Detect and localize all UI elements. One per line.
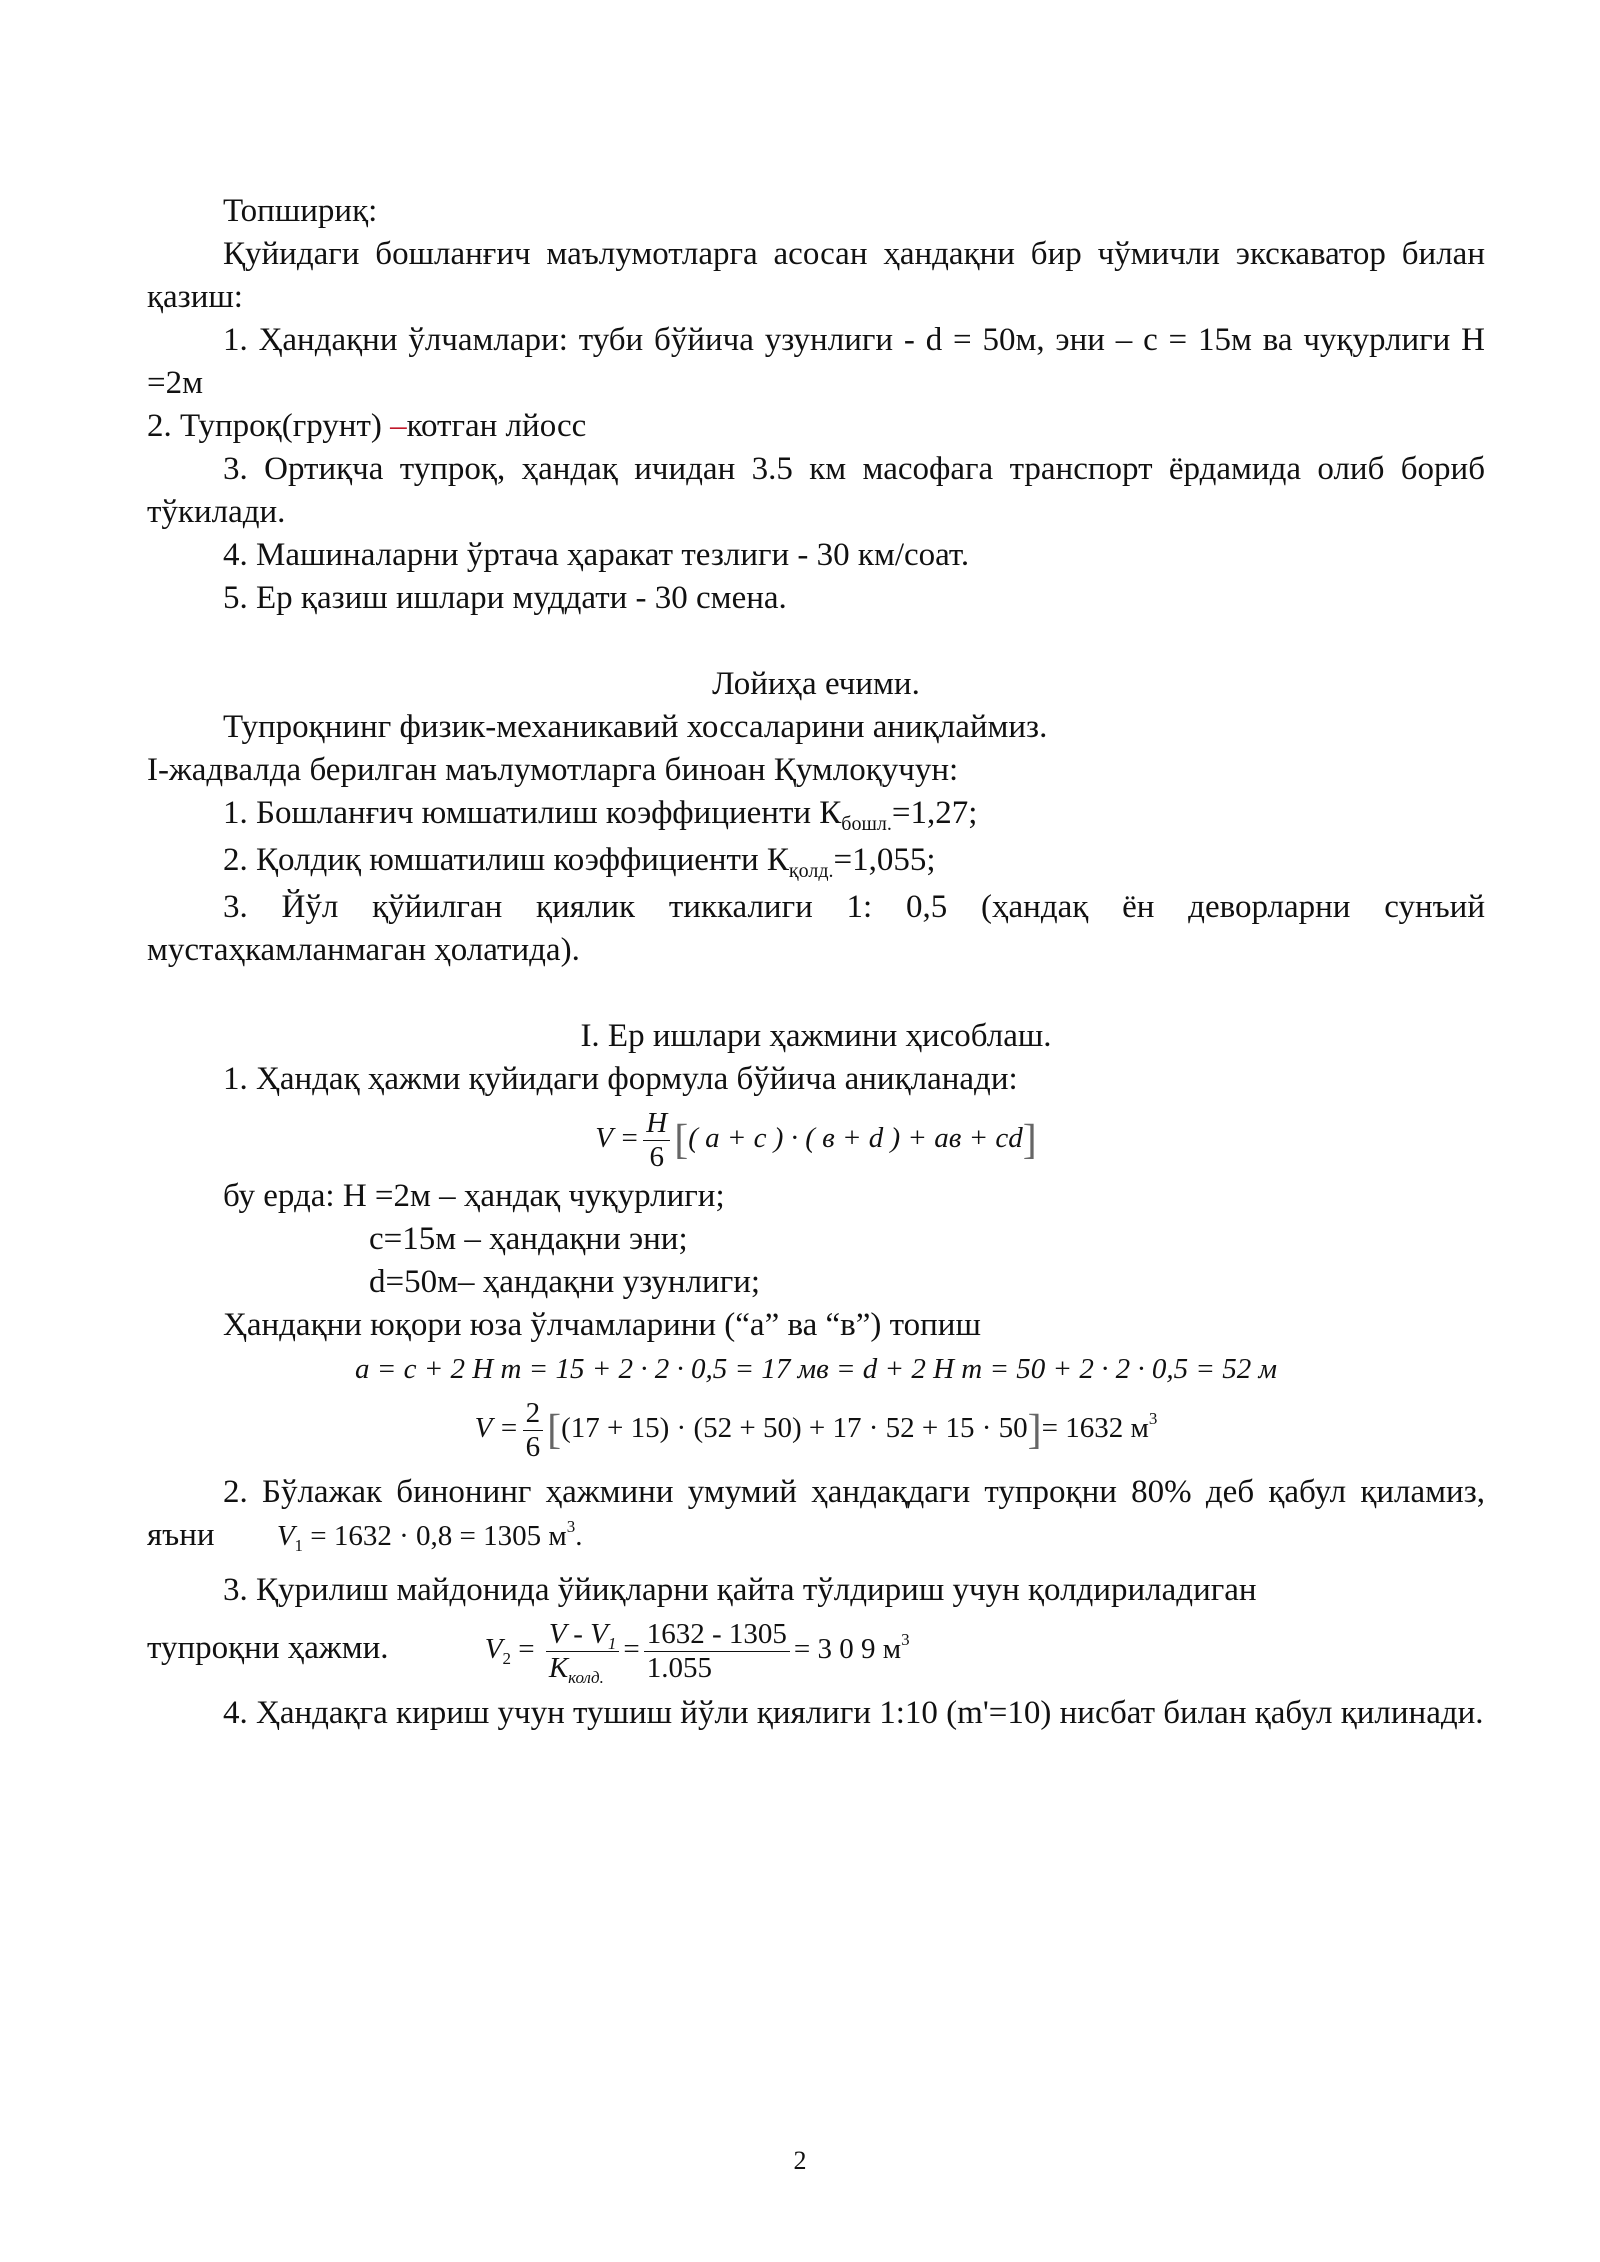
item-3-volume-cont [147, 1612, 1485, 1687]
formula-v1-sub: 1 [294, 1536, 304, 1555]
formula-v2-num1: V - V [548, 1617, 608, 1650]
formula-v2-exp: 3 [901, 1630, 910, 1649]
task-heading: Топшириқ: [223, 193, 378, 229]
formula-v2-num1-sub: 1 [607, 1633, 617, 1653]
formula-volume-calc: V = $\frac{2}{6}$ [(17 + 15) · (52 + 50) + 17 · 52 + 15 · 50]= 1632 $м^3$ [474, 1396, 1158, 1463]
formula-v1-exp: 3 [566, 1517, 576, 1536]
soil-intro: Тупроқнинг физик-механикавий хоссаларини аниқлаймиз. [223, 709, 1048, 745]
formula-vc-fraction [523, 1397, 544, 1465]
formula-v1-rhs: = 1632 · 0,8 = 1305 м [303, 1520, 567, 1552]
formula-vc-numerator: 2 [523, 1397, 544, 1431]
formula-v-body: ( a + c ) · ( в + d ) + ав + cd [688, 1122, 1023, 1154]
item-3-volume-cont-text: тупроқни ҳажми. [147, 1630, 389, 1666]
formula-v2-lhs-sub: 2 [502, 1649, 511, 1668]
formula-vc-exponent: 3 [1148, 1409, 1158, 1428]
document-body [147, 190, 1485, 1735]
task-intro: Қуйидаги бошланғич маълумотларга асосан ҳандақни бир чўмичли экскаватор билан қазиш: [147, 236, 1485, 315]
where-h: бу ерда: H =2м – ҳандақ чуқурлиги; [223, 1178, 725, 1214]
task-item-2-suffix: котган лйосс [406, 408, 587, 444]
formula-a-b-text: a = c + 2 H m = 15 + 2 · 2 · 0,5 = 17 мв = d + 2 H m = 50 + 2 · 2 · 0,5 = 52 м [355, 1353, 1277, 1385]
task-item-2-dash: – [390, 408, 407, 444]
where-c: c=15м – ҳандақни эни; [369, 1221, 688, 1257]
formula-vc-body: (17 + 15) · (52 + 50) + 17 · 52 + 15 · 50 [561, 1412, 1028, 1444]
coefficient-3: 3. Йўл қўйилган қиялик тиккалиги 1: 0,5 (ҳандақ ён деворларни сунъий мустаҳкамланмаган ҳолатида). [147, 889, 1485, 968]
section-1-title: I. Ер ишлари ҳажмини ҳисоблаш. [580, 1018, 1052, 1054]
volume-intro: 1. Ҳандақ ҳажми қуйидаги формула бўйича аниқланади: [223, 1061, 1018, 1097]
formula-v-numerator: H [643, 1107, 670, 1141]
formula-v2-den1: K [548, 1651, 569, 1684]
formula-v-denominator: 6 [649, 1140, 664, 1173]
formula-vc-result: = 1632 м [1041, 1412, 1149, 1444]
page-number: 2 [793, 2146, 807, 2175]
formula-v-lhs: V = [595, 1122, 640, 1154]
coefficient-2-sub: қолд. [788, 860, 834, 882]
formula-v2-lhs: V [484, 1633, 503, 1665]
formula-v-fraction [643, 1107, 670, 1175]
formula-v2-result: = 3 0 9 м [793, 1633, 902, 1665]
coefficient-2 [147, 839, 1485, 886]
top-dimensions-intro: Ҳандақни юқори юза ўлчамларини (“а” ва “в”) топиш [223, 1307, 981, 1343]
coefficient-1-sub: бошл. [841, 813, 892, 835]
item-4-ramp: 4. Ҳандақга кириш учун тушиш йўли қиялиги 1:10 (m'=10) нисбат билан қабул қилинади. [223, 1695, 1484, 1731]
item-2-volume [147, 1471, 1485, 1561]
where-d: d=50м– ҳандақни узунлиги; [369, 1264, 761, 1300]
formula-volume-general: V = $\frac{H}{6}$ [( a + c ) · ( в + d ) + ав + cd] [595, 1106, 1037, 1173]
formula-vc-denominator: 6 [525, 1430, 541, 1463]
table-reference: I-жадвалда берилган маълумотларга биноан Қумлоқучун: [147, 752, 959, 788]
formula-v1-lhs: V [276, 1520, 295, 1552]
formula-v2-num2: 1632 - 1305 [644, 1618, 790, 1652]
formula-v2-den1-sub: колд. [568, 1667, 604, 1687]
coefficient-2-text: 2. Қолдиқ юмшатилиш коэффициенти К [223, 842, 789, 878]
coefficient-2-value: =1,055; [833, 842, 936, 878]
formula-v2-fraction-2 [644, 1618, 790, 1686]
task-item-1: 1. Ҳандақни ўлчамлари: туби бўйича узунлиги - d = 50м, эни – c = 15м ва чуқурлиги H =2м [147, 322, 1485, 401]
formula-vc-lhs: V = [474, 1412, 519, 1444]
formula-v2-fraction-1 [546, 1618, 620, 1686]
task-item-2 [147, 405, 1485, 448]
coefficient-1-value: =1,27; [891, 795, 978, 831]
task-item-4: 4. Машиналарни ўртача ҳаракат тезлиги - 30 км/соат. [223, 537, 970, 573]
formula-v1 [276, 1517, 583, 1555]
formula-v2: $V_2$ = $\frac{V - V_1}{K_{колд.}}$ = $\frac{1632 - 1305}{1.055}$ = 3 0 9 $м^3$ [484, 1617, 910, 1687]
coefficient-1 [147, 792, 1485, 839]
formula-a-b [147, 1347, 1485, 1391]
formula-v2-den2: 1.055 [646, 1651, 712, 1684]
solution-title: Лойиҳа ечими. [712, 666, 920, 702]
coefficient-1-text: 1. Бошланғич юмшатилиш коэффициенти К [223, 795, 842, 831]
task-item-5: 5. Ер қазиш ишлари муддати - 30 смена. [223, 580, 787, 616]
formula-v1-tail: . [575, 1520, 583, 1552]
item-3-volume: 3. Қурилиш майдонида ўйиқларни қайта тўлдириш учун қолдириладиган [223, 1572, 1257, 1608]
item-2-volume-text: 2. Бўлажак бинонинг ҳажмини умумий ҳандақдаги тупроқни 80% деб қабул қиламиз, яъни [147, 1474, 1485, 1553]
task-item-3: 3. Ортиқча тупроқ, ҳандақ ичидан 3.5 км масофага транспорт ёрдамида олиб бориб тўкилади. [147, 451, 1485, 530]
task-item-2-prefix: 2. Тупроқ(грунт) [147, 408, 391, 444]
